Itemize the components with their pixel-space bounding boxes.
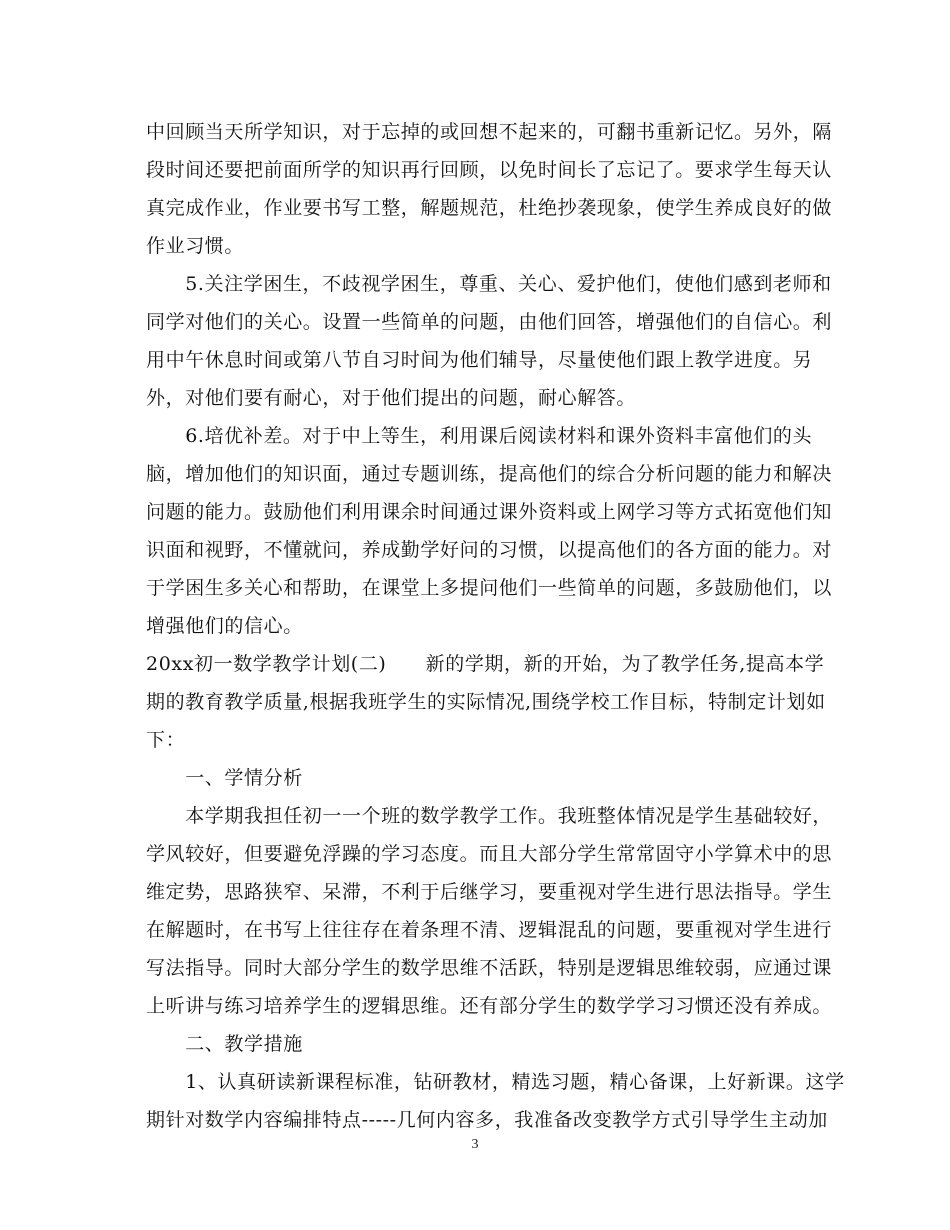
text-line: 真完成作业，作业要书写工整，解题规范，杜绝抄袭现象，使学生养成良好的做 <box>146 197 833 219</box>
text-line: 本学期我担任初一一个班的数学教学工作。我班整体情况是学生基础较好， <box>146 805 833 827</box>
text-line: 维定势，思路狭窄、呆滞，不利于后继学习，要重视对学生进行思法指导。学生 <box>146 881 833 903</box>
text-line: 5.关注学困生，不歧视学困生，尊重、关心、爱护他们，使他们感到老师和 <box>146 273 832 295</box>
text-line: 1、认真研读新课程标准，钻研教材，精选习题，精心备课，上好新课。这学 <box>146 1071 845 1093</box>
text-line: 在解题时，在书写上往往存在着条理不清、逻辑混乱的问题，要重视对学生进行 <box>146 919 833 941</box>
text-line: 期针对数学内容编排特点-----几何内容多，我准备改变教学方式引导学生主动加 <box>146 1109 828 1131</box>
text-line: 外，对他们要有耐心，对于他们提出的问题，耐心解答。 <box>146 387 637 409</box>
text-line: 20xx初一数学教学计划(二) 新的学期，新的开始，为了教学任务,提高本学 <box>146 653 825 675</box>
text-line: 上听讲与练习培养学生的逻辑思维。还有部分学生的数学学习习惯还没有养成。 <box>146 995 833 1017</box>
text-line: 问题的能力。鼓励他们利用课余时间通过课外资料或上网学习等方式拓宽他们知 <box>146 501 833 523</box>
text-line: 同学对他们的关心。设置一些简单的问题，由他们回答，增强他们的自信心。利 <box>146 311 833 333</box>
text-line: 写法指导。同时大部分学生的数学思维不活跃，特别是逻辑思维较弱，应通过课 <box>146 957 833 979</box>
section-heading: 二、教学措施 <box>146 1033 303 1055</box>
text-line: 于学困生多关心和帮助，在课堂上多提问他们一些简单的问题，多鼓励他们，以 <box>146 577 833 599</box>
text-line: 下： <box>146 729 186 751</box>
text-line: 识面和视野，不懂就问，养成勤学好问的习惯，以提高他们的各方面的能力。对 <box>146 539 833 561</box>
text-line: 用中午休息时间或第八节自习时间为他们辅导，尽量使他们跟上教学进度。另 <box>146 349 813 371</box>
text-line: 中回顾当天所学知识，对于忘掉的或回想不起来的，可翻书重新记忆。另外，隔 <box>146 121 833 143</box>
section-heading: 一、学情分析 <box>146 767 303 789</box>
text-line: 增强他们的信心。 <box>146 615 303 637</box>
text-line: 学风较好，但要避免浮躁的学习态度。而且大部分学生常常固守小学算术中的思 <box>146 843 833 865</box>
text-line: 作业习惯。 <box>146 235 245 257</box>
text-line: 期的教育教学质量,根据我班学生的实际情况,围绕学校工作目标，特制定计划如 <box>146 691 826 713</box>
page-number: 3 <box>471 1137 479 1152</box>
text-line: 脑，增加他们的知识面，通过专题训练，提高他们的综合分析问题的能力和解决 <box>146 463 833 485</box>
text-line: 6.培优补差。对于中上等生，利用课后阅读材料和课外资料丰富他们的头 <box>146 425 813 447</box>
text-line: 段时间还要把前面所学的知识再行回顾，以免时间长了忘记了。要求学生每天认 <box>146 159 833 181</box>
